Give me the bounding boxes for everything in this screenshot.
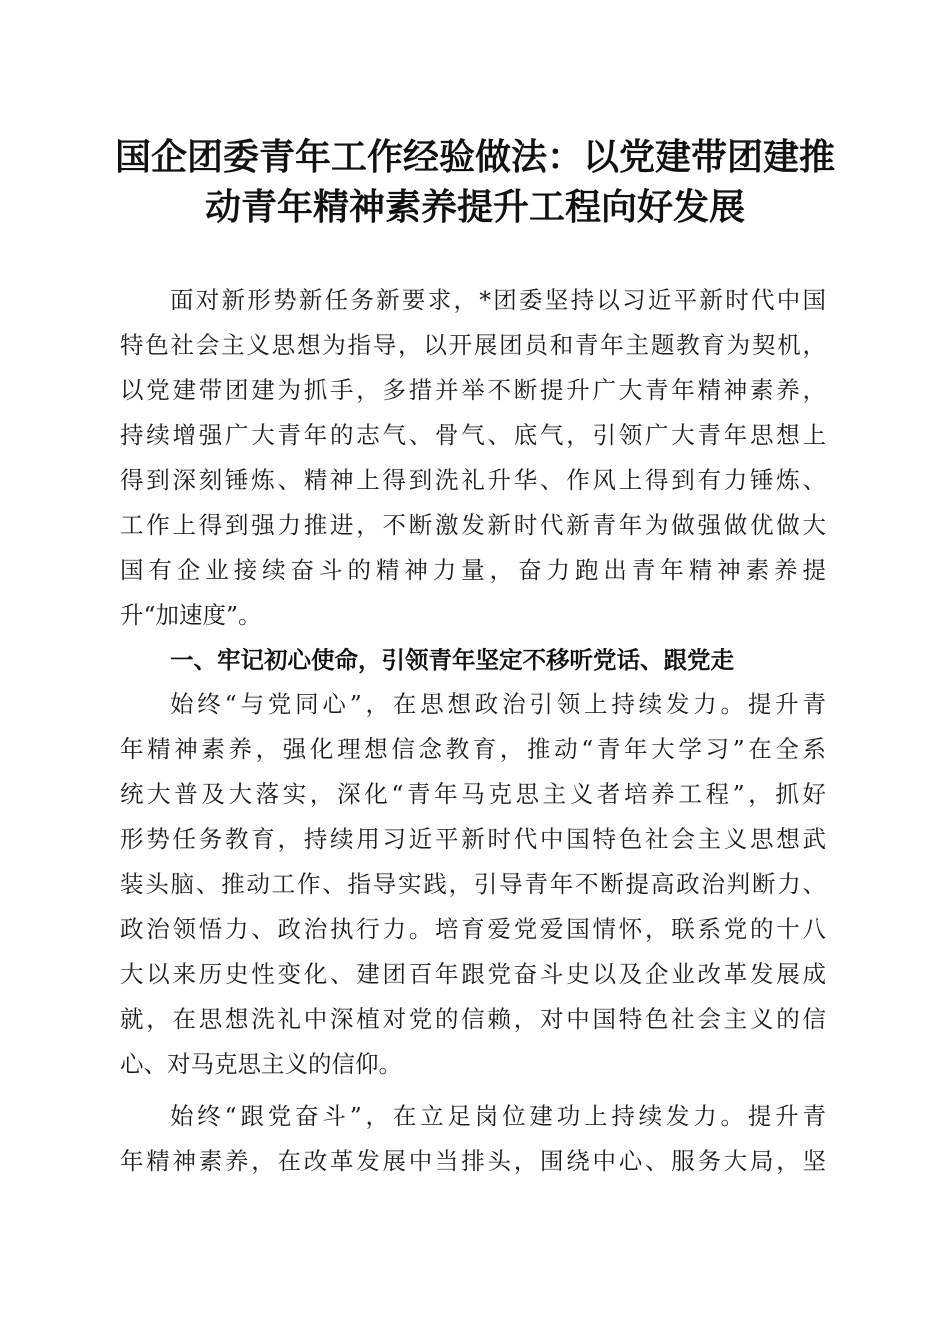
paragraph-2-line: 装头脑、推动工作、指导实践，引导青年不断提高政治判断力、 xyxy=(120,870,826,898)
paragraph-1-line: 得到深刻锤炼、精神上得到洗礼升华、作风上得到有力锤炼、 xyxy=(120,466,826,494)
paragraph-2-line: 就，在思想洗礼中深植对党的信赖，对中国特色社会主义的信 xyxy=(120,1005,826,1033)
paragraph-1-line: 升“加速度”。 xyxy=(120,601,262,629)
paragraph-2-line: 大以来历史性变化、建团百年跟党奋斗史以及企业改革发展成 xyxy=(120,960,826,988)
section-heading-1: 一、牢记初心使命，引领青年坚定不移听党话、跟党走 xyxy=(170,646,734,674)
paragraph-2-line: 形势任务教育，持续用习近平新时代中国特色社会主义思想武 xyxy=(120,825,826,853)
paragraph-1-line: 面对新形势新任务新要求，*团委坚持以习近平新时代中国 xyxy=(170,286,826,314)
paragraph-2-line: 心、对马克思主义的信仰。 xyxy=(120,1050,402,1078)
paragraph-1-line: 工作上得到强力推进，不断激发新时代新青年为做强做优做大 xyxy=(120,511,826,539)
paragraph-3-line: 始终“跟党奋斗”，在立足岗位建功上持续发力。提升青 xyxy=(170,1102,826,1130)
paragraph-1-line: 国有企业接续奋斗的精神力量，奋力跑出青年精神素养提 xyxy=(120,556,826,584)
title-line-2: 动青年精神素养提升工程向好发展 xyxy=(204,186,745,228)
paragraph-1-line: 持续增强广大青年的志气、骨气、底气，引领广大青年思想上 xyxy=(120,421,826,449)
paragraph-2-line: 年精神素养，强化理想信念教育，推动“青年大学习”在全系 xyxy=(120,735,826,763)
document-title xyxy=(100,132,850,232)
paragraph-2-line: 始终“与党同心”，在思想政治引领上持续发力。提升青 xyxy=(170,690,826,718)
paragraph-1-line: 以党建带团建为抓手，多措并举不断提升广大青年精神素养， xyxy=(120,376,826,404)
title-line-1: 国企团委青年工作经验做法：以党建带团建推 xyxy=(114,136,835,178)
paragraph-3-line: 年精神素养，在改革发展中当排头，围绕中心、服务大局，坚 xyxy=(120,1147,826,1175)
paragraph-1-line: 特色社会主义思想为指导，以开展团员和青年主题教育为契机， xyxy=(120,331,826,359)
paragraph-2-line: 政治领悟力、政治执行力。培育爱党爱国情怀，联系党的十八 xyxy=(120,915,826,943)
paragraph-2-line: 统大普及大落实，深化“青年马克思主义者培养工程”，抓好 xyxy=(120,780,826,808)
